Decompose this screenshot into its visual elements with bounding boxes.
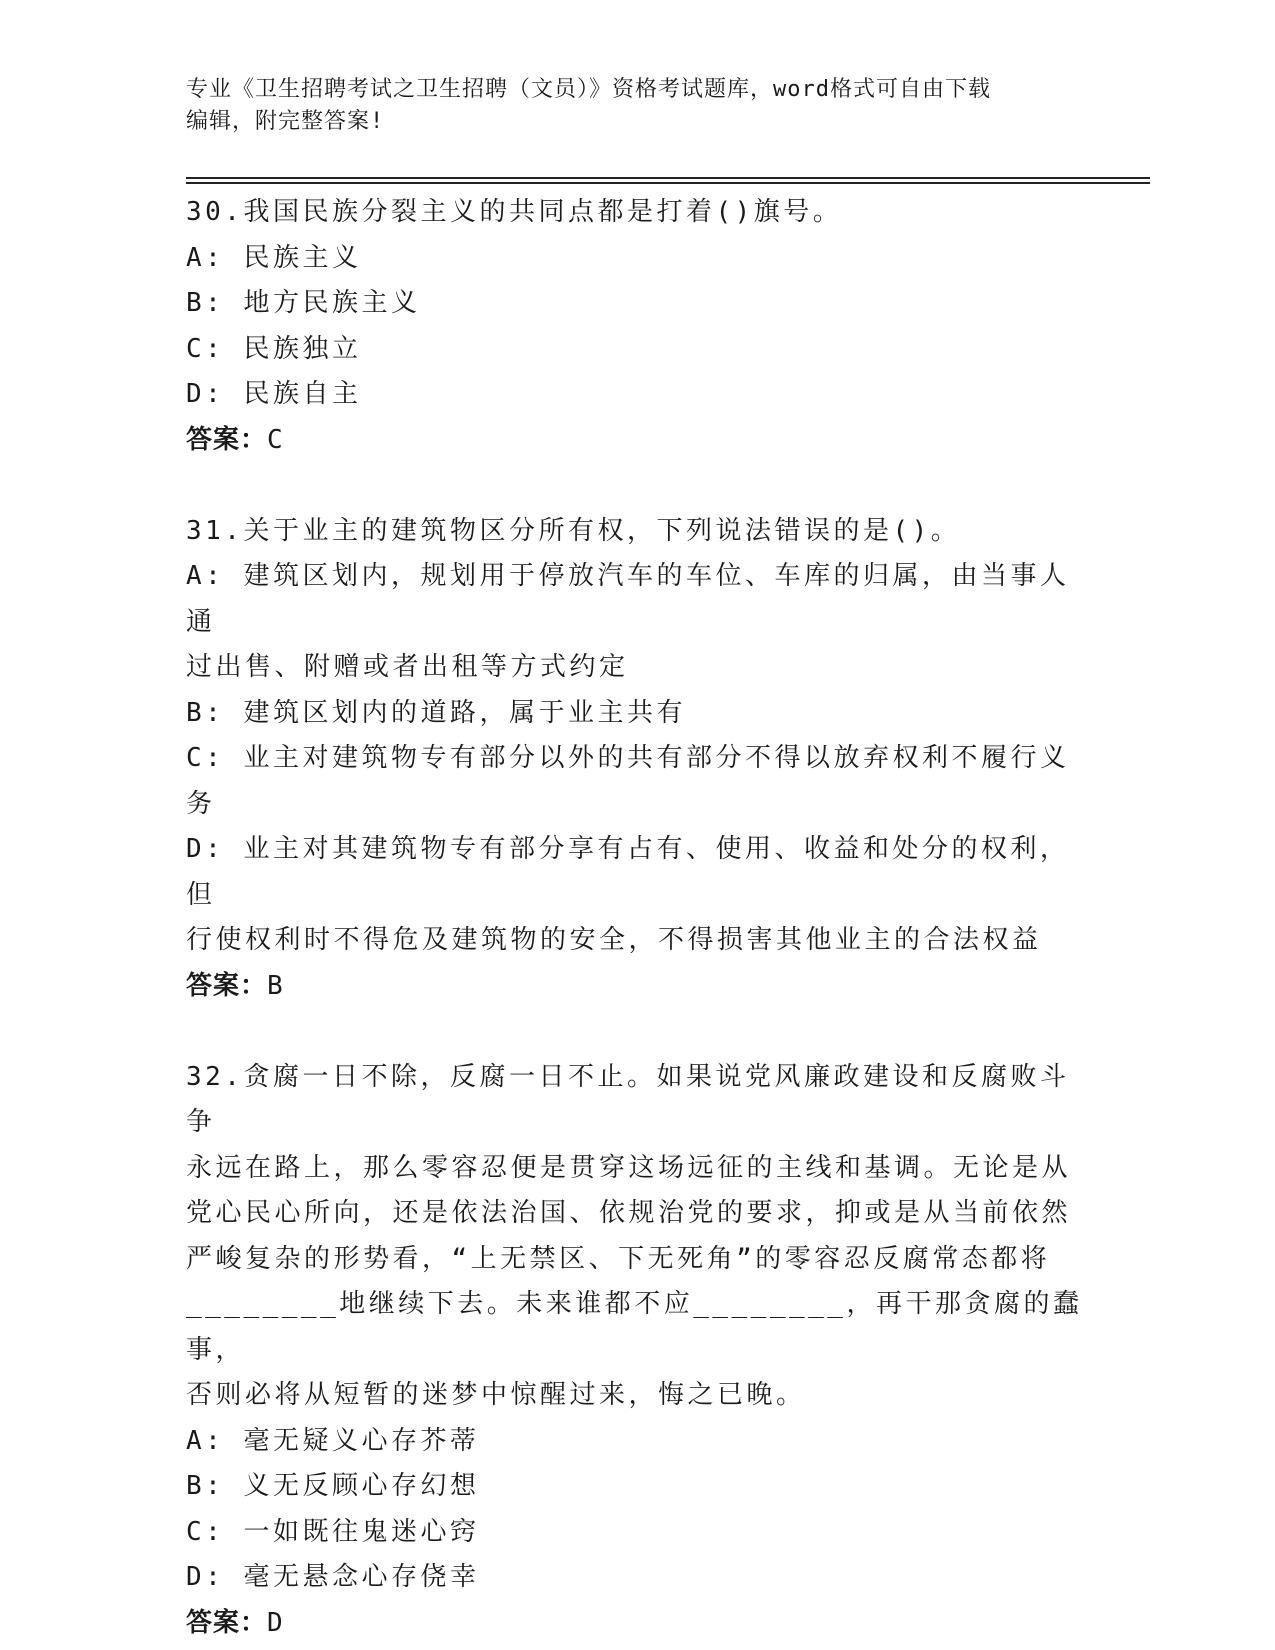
header-line: 专业《卫生招聘考试之卫生招聘（文员）》资格考试题库，word格式可自由下载 — [186, 77, 991, 102]
answer-value: B — [267, 970, 285, 1001]
answer-line — [186, 1601, 1086, 1647]
answer-label: 答案： — [186, 970, 268, 1001]
option-c: C: 民族独立 — [186, 333, 362, 364]
question-stem: 30.我国民族分裂主义的共同点都是打着()旗号。 — [186, 197, 843, 227]
question-stem-continued: ________地继续下去。未来谁都不应________，再干那贪腐的蠢事， — [186, 1289, 1083, 1365]
option-b: B: 建筑区划内的道路，属于业主共有 — [186, 697, 686, 728]
spacer — [186, 463, 1086, 509]
option-d: D: 民族自主 — [186, 379, 362, 409]
header-divider — [186, 177, 1150, 179]
option-a-continued: 过出售、附赠或者出租等方式约定 — [186, 652, 629, 682]
option-d: D: 业主对其建筑物专有部分享有占有、使用、收益和处分的权利，但 — [186, 834, 1070, 910]
option-b: B: 地方民族主义 — [186, 288, 421, 318]
answer-line — [186, 964, 1086, 1010]
question-block — [186, 509, 1086, 1010]
question-stem: 31.关于业主的建筑物区分所有权，下列说法错误的是()。 — [186, 515, 961, 546]
answer-value: D — [267, 1607, 285, 1638]
header-line: 编辑，附完整答案! — [186, 109, 385, 134]
option-d: D: 毫无悬念心存侥幸 — [186, 1562, 480, 1592]
question-block — [186, 190, 1086, 463]
question-list — [186, 190, 1086, 1646]
option-c: C: 一如既往鬼迷心窍 — [186, 1516, 480, 1547]
answer-line — [186, 418, 1086, 464]
question-stem-continued: 严峻复杂的形势看，“上无禁区、下无死角”的零容忍反腐常态都将 — [186, 1243, 1051, 1274]
question-stem-continued: 永远在路上，那么零容忍便是贯穿这场远征的主线和基调。无论是从 — [186, 1152, 1072, 1183]
answer-label: 答案： — [186, 1607, 268, 1638]
option-a: A: 民族主义 — [186, 242, 362, 273]
question-stem-continued: 党心民心所向，还是依法治国、依规治党的要求，抑或是从当前依然 — [186, 1198, 1072, 1228]
option-d-continued: 行使权利时不得危及建筑物的安全，不得损害其他业主的合法权益 — [186, 925, 1042, 955]
option-c: C: 业主对建筑物专有部分以外的共有部分不得以放弃权利不履行义务 — [186, 743, 1070, 819]
question-block — [186, 1055, 1086, 1647]
document-header — [186, 74, 1066, 138]
option-a: A: 建筑区划内，规划用于停放汽车的车位、车库的归属，由当事人通 — [186, 561, 1070, 637]
question-stem: 32.贪腐一日不除，反腐一日不止。如果说党风廉政建设和反腐败斗争 — [186, 1061, 1070, 1137]
answer-value: C — [267, 424, 285, 455]
header-divider — [186, 182, 1150, 184]
option-b: B: 义无反顾心存幻想 — [186, 1471, 480, 1501]
option-a: A: 毫无疑义心存芥蒂 — [186, 1425, 480, 1456]
question-stem-continued: 否则必将从短暂的迷梦中惊醒过来，悔之已晚。 — [186, 1380, 806, 1410]
answer-label: 答案： — [186, 424, 268, 455]
spacer — [186, 1009, 1086, 1055]
